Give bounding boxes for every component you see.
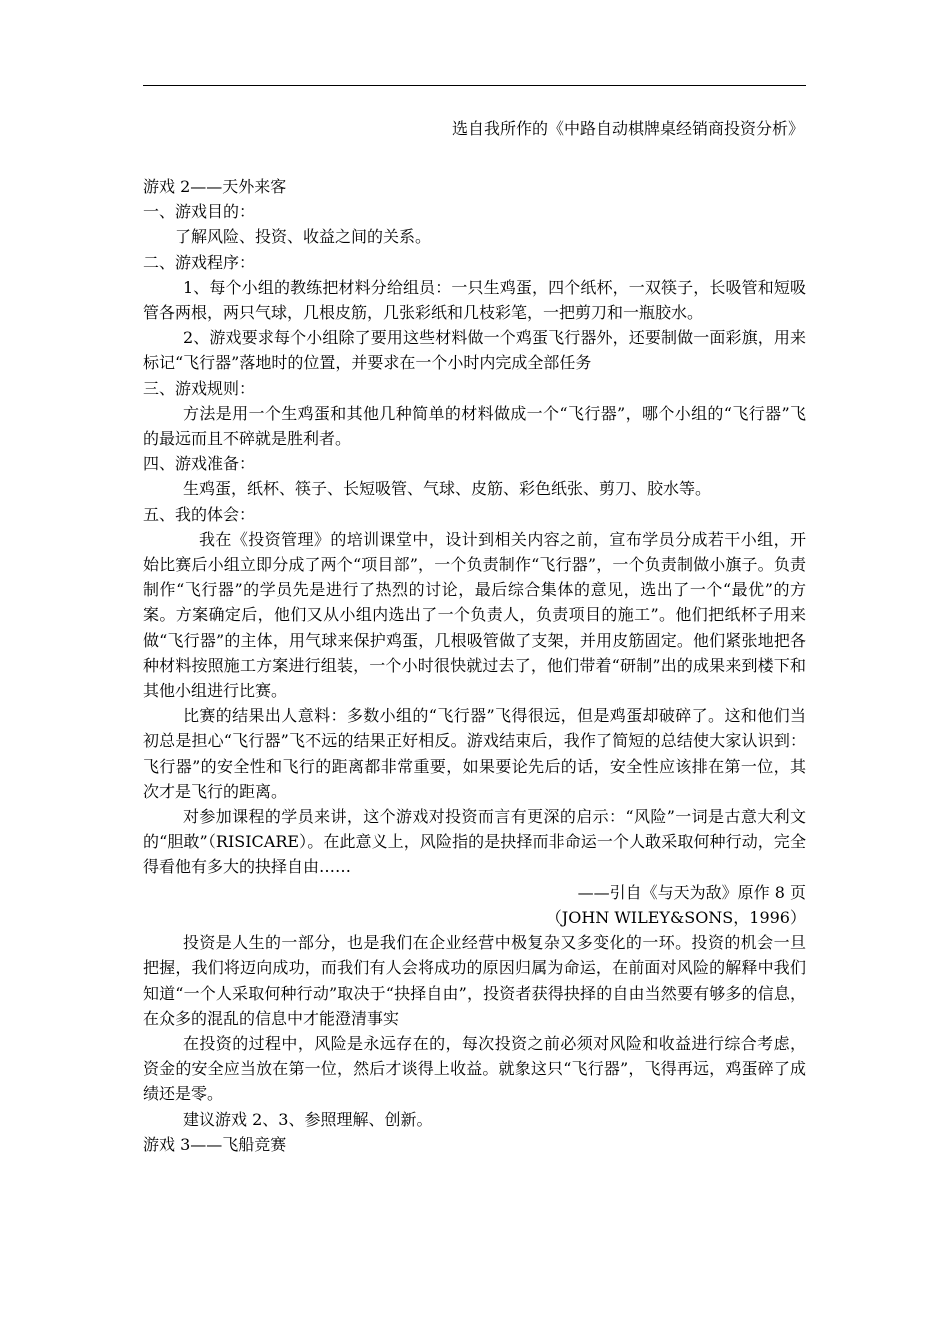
reflection-paragraph-1: 我在《投资管理》的培训课堂中，设计到相关内容之前，宣布学员分成若干小组，开始比赛后小组立即分成了两个“项目部”，一个负责制作“飞行器”，一个负责制做小旗子。负责制作“飞行器”的学员先是进行了热烈的讨论，最后综合集体的意见，选出了一个“最优”的方案。方案确定后，他们又从小组内选出了一个负责人，负责项目的施工”。他们把纸杯子用来做“飞行器”的主体，用气球来保护鸡蛋，几根吸管做了支架，并用皮筋固定。他们紧张地把各种材料按照施工方案进行组装，一个小时很快就过去了，他们带着“研制”出的成果来到楼下和其他小组进行比赛。 <box>143 529 806 701</box>
document-body <box>143 174 806 1157</box>
reflection-paragraph-5: 在投资的过程中，风险是永远存在的，每次投资之前必须对风险和收益进行综合考虑，资金的安全应当放在第一位，然后才谈得上收益。就象这只“飞行器”，飞得再远，鸡蛋碎了成绩还是零。 <box>143 1033 806 1104</box>
citation-line-2: （JOHN WILEY&SONS，1996） <box>545 907 806 927</box>
procedure-paragraph-2: 2、游戏要求每个小组除了要用这些材料做一个鸡蛋飞行器外，还要制做一面彩旗，用来标记“飞行器”落地时的位置，并要求在一个小时内完成全部任务 <box>143 328 806 373</box>
citation-line-1: ——引自《与天为敌》原作 8 页 <box>577 882 806 902</box>
reflection-paragraph-3: 对参加课程的学员来讲，这个游戏对投资而言有更深的启示：“风险”一词是古意大利文的“胆敢”（RISICARE）。在此意义上，风险指的是抉择而非命运一个人敢采取何种行动，完全得看他有多大的抉择自由…… <box>143 807 806 877</box>
reflection-paragraph-4: 投资是人生的一部分，也是我们在企业经营中极复杂又多变化的一环。投资的机会一旦把握，我们将迈向成功，而我们有人会将成功的原因归属为命运，在前面对风险的解释中我们知道“一个人采取何种行动”取决于“抉择自由”，投资者获得抉择的自由当然要有够多的信息，在众多的混乱的信息中才能澄清事实 <box>143 933 806 1028</box>
reflection-paragraph-2: 比赛的结果出人意料：多数小组的“飞行器”飞得很远，但是鸡蛋却破碎了。这和他们当初总是担心“飞行器”飞不远的结果正好相反。游戏结束后，我作了简短的总结使大家认识到：飞行器”的安全性和飞行的距离都非常重要，如果要论先后的话，安全性应该排在第一位，其次才是飞行的距离。 <box>143 706 806 801</box>
section-heading-procedure: 二、游戏程序： <box>143 252 256 272</box>
section-heading-reflection: 五、我的体会： <box>143 504 256 524</box>
header-rule <box>143 85 806 86</box>
game-title: 游戏 2——天外来客 <box>143 177 287 196</box>
section-heading-preparation: 四、游戏准备： <box>143 454 256 474</box>
source-note: 选自我所作的《中路自动棋牌桌经销商投资分析》 <box>451 119 804 138</box>
section-heading-rules: 三、游戏规则： <box>143 378 256 398</box>
purpose-text: 了解风险、投资、收益之间的关系。 <box>175 227 432 247</box>
preparation-text: 生鸡蛋，纸杯、筷子、长短吸管、气球、皮筋、彩色纸张、剪刀、胶水等。 <box>183 479 712 499</box>
procedure-paragraph-1: 1、每个小组的教练把材料分给组员：一只生鸡蛋，四个纸杯，一双筷子，长吸管和短吸管各两根，两只气球，几根皮筋，几张彩纸和几枝彩笔，一把剪刀和一瓶胶水。 <box>143 277 806 323</box>
next-game-title: 游戏 3——飞船竞赛 <box>143 1134 287 1154</box>
reflection-paragraph-6: 建议游戏 2、3、参照理解、创新。 <box>183 1109 433 1129</box>
rules-text: 方法是用一个生鸡蛋和其他几种简单的材料做成一个“飞行器”，哪个小组的“飞行器”飞的最远而且不碎就是胜利者。 <box>143 403 806 449</box>
section-heading-purpose: 一、游戏目的： <box>143 202 256 222</box>
